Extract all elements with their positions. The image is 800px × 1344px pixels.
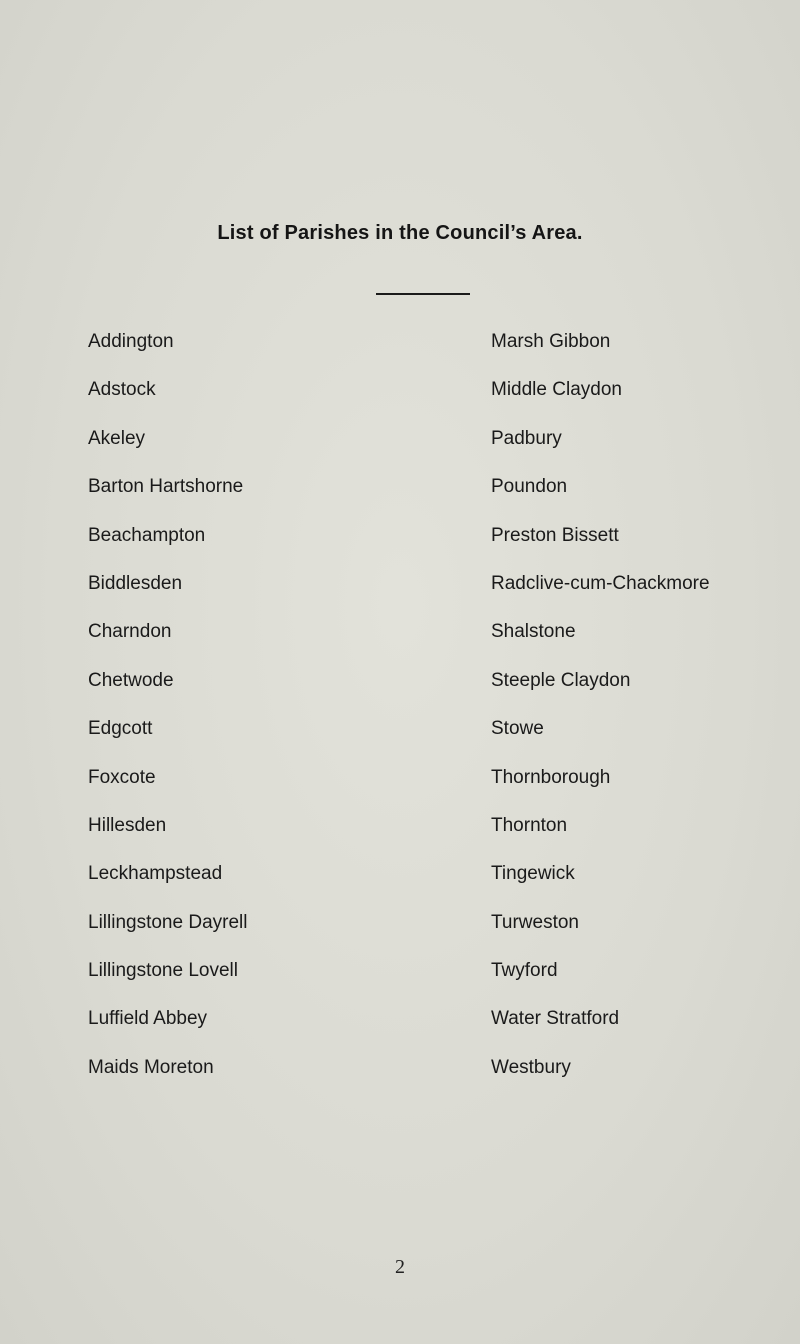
list-item: Barton Hartshorne xyxy=(88,476,244,498)
list-item: Twyford xyxy=(491,960,558,982)
page-title: List of Parishes in the Council’s Area. xyxy=(217,222,583,244)
list-item: Water Stratford xyxy=(491,1008,620,1030)
list-item: Thornton xyxy=(491,814,568,836)
list-item: Charndon xyxy=(88,621,172,643)
list-item: Maids Moreton xyxy=(88,1056,214,1078)
list-item: Shalstone xyxy=(491,621,576,643)
parish-list-left xyxy=(88,330,247,1104)
list-item: Turweston xyxy=(491,911,579,933)
list-item: Akeley xyxy=(88,427,146,449)
page-number: 2 xyxy=(395,1256,405,1278)
list-item: Edgcott xyxy=(88,718,153,740)
list-item: Biddlesden xyxy=(88,572,183,594)
list-item: Tingewick xyxy=(491,863,575,885)
list-item: Thornborough xyxy=(491,766,611,788)
list-item: Addington xyxy=(88,331,174,352)
list-item: Preston Bissett xyxy=(491,524,619,546)
list-item: Poundon xyxy=(491,476,568,498)
list-item: Lillingstone Dayrell xyxy=(88,911,248,933)
list-item: Marsh Gibbon xyxy=(491,331,611,352)
list-item: Leckhampstead xyxy=(88,863,223,885)
list-item: Steeple Claydon xyxy=(491,669,631,691)
list-item: Adstock xyxy=(88,379,156,401)
title-divider xyxy=(376,293,470,295)
list-item: Beachampton xyxy=(88,524,206,546)
list-item: Hillesden xyxy=(88,814,167,836)
list-item: Padbury xyxy=(491,427,562,449)
list-item: Chetwode xyxy=(88,669,174,691)
list-item: Westbury xyxy=(491,1056,571,1078)
list-item: Lillingstone Lovell xyxy=(88,960,238,982)
parish-list-right xyxy=(491,330,710,1104)
list-item: Radclive-cum-Chackmore xyxy=(491,572,710,594)
list-item: Luffield Abbey xyxy=(88,1008,208,1030)
list-item: Middle Claydon xyxy=(491,379,622,401)
list-item: Foxcote xyxy=(88,766,156,788)
list-item: Stowe xyxy=(491,718,544,740)
